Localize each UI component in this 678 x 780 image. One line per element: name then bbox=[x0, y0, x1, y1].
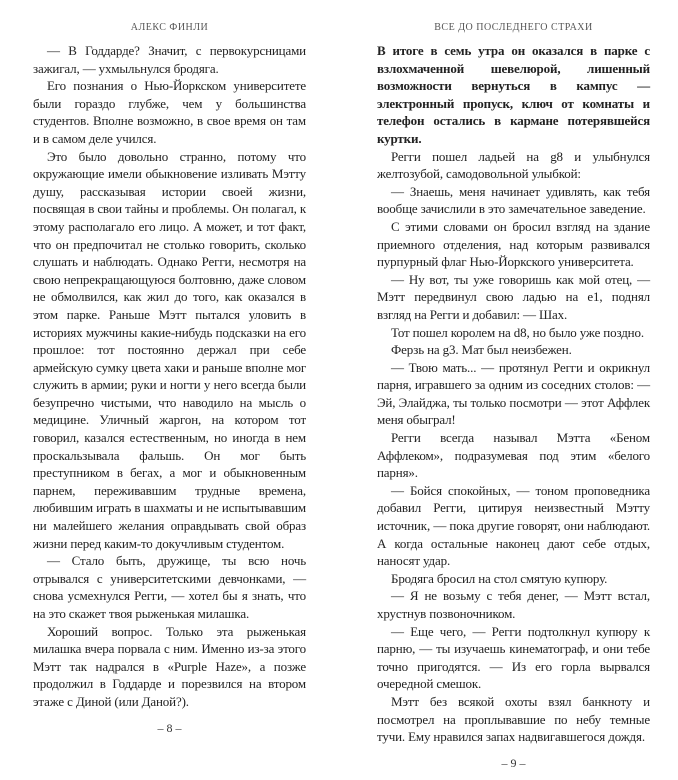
page-number: – 8 – bbox=[157, 720, 182, 735]
right-page bbox=[339, 0, 678, 780]
paragraph: — Бойся спокойных, — тоном проповедника добавил Регги, цитируя неизвестный Мэтту источник, — пока другие говорят, они наблюдают. А когда остальные наконец дают себе отдых, наносят удар. bbox=[377, 482, 650, 569]
right-page-text bbox=[377, 42, 650, 746]
lead-paragraph: В итоге в семь утра он оказался в парке с взлохмаченной шевелюрой, лишенный возможности вернуться в кампус — электронный пропуск, ключ от комнаты и телефон остались в кармане потерявшейся куртки. bbox=[377, 43, 650, 146]
paragraph: Регги пошел ладьей на g8 и улыбнулся желтозубой, самодовольной улыбкой: bbox=[377, 148, 650, 182]
paragraph: Тот пошел королем на d8, но было уже поздно. bbox=[391, 324, 644, 340]
paragraph: — Еще чего, — Регги подтолкнул купюру к парню, — ты изучаешь кинематограф, и они тебе точно пригодятся. — Из его горла вырвался очередной смешок. bbox=[377, 623, 650, 692]
running-head-author: АЛЕКС ФИНЛИ bbox=[130, 22, 209, 33]
paragraph: С этими словами он бросил взгляд на здание приемного отделения, над которым развивался пурпурный флаг Нью-Йоркского университета. bbox=[377, 218, 650, 270]
paragraph: — Ну вот, ты уже говоришь как мой отец, — Мэтт передвинул свою ладью на e1, поднял взгляд на Регги и добавил: — Шах. bbox=[377, 271, 650, 322]
paragraph: — В Годдарде? Значит, с первокурсницами зажигал, — ухмыльнулся бродяга. bbox=[33, 43, 306, 76]
paragraph: — Знаешь, меня начинает удивлять, как тебя вообще зачислили в это замечательное заведение. bbox=[377, 183, 650, 217]
running-head-title: ВСЕ ДО ПОСЛЕДНЕГО СТРАХИ bbox=[434, 22, 593, 33]
paragraph: — Я не возьму с тебя денег, — Мэтт встал, хрустнув позвоночником. bbox=[377, 588, 650, 621]
paragraph: Бродяга бросил на стол смятую купюру. bbox=[391, 570, 608, 586]
paragraph: Хороший вопрос. Только эта рыженькая милашка вчера порвала с ним. Именно из-за этого Мэтт так надрался в «Purple Haze», а позже продолжил в Годдарде и порезвился на втором этаже с Диной (или Даной?). bbox=[33, 623, 306, 709]
paragraph: Его познания о Нью-Йоркском университете были гораздо глубже, чем у большинства студентов. Вполне возможно, в свое время он там и в самом деле учился. bbox=[33, 78, 306, 146]
left-page-text bbox=[33, 42, 306, 711]
paragraph: Регги всегда называл Мэтта «Беном Аффлеком», подразумевая под этим «белого парня». bbox=[377, 430, 650, 481]
paragraph: Мэтт без всякой охоты взял банкноту и посмотрел на проплывавшие по небу темные тучи. Ему нравился запах надвигавшегося дождя. bbox=[377, 693, 650, 745]
left-page bbox=[0, 0, 339, 745]
paragraph: — Стало быть, дружище, ты всю ночь отрывался с университетскими девчонками, — снова усмехнулся Регги, — хотел бы я знать, что на это скажет твоя рыженькая милашка. bbox=[33, 553, 306, 621]
paragraph: — Твою мать... — протянул Регги и окрикнул парня, игравшего за одним из соседних столов: — Эй, Элайджа, ты только посмотри — этот Аффлек меня обыграл! bbox=[377, 359, 650, 428]
paragraph: Ферзь на g3. Мат был неизбежен. bbox=[391, 342, 572, 358]
page-number: – 9 – bbox=[501, 755, 526, 770]
paragraph: Это было довольно странно, потому что окружающие имели обыкновение изливать Мэтту душу, рассказывая истории своей жизни, посвящая в свои тайны и проблемы. Он полагал, к этому располагало его лицо. А может, и тот факт, что он предпочитал не столько говорить, сколько слушать и наблюдать. Однако Регги, несмотря на свою непрекращающуюся болтовню, даже словом не обмолвился, как жил до того, как оказался в этом парке. Раньше Мэтт пытался уловить в историях мужчины какие-нибудь подсказки на его прошлое: тот постоянно держал при себе армейскую сумку цвета хаки и раньше вполне мог служить в армии; руки и ногти у него всегда были безупречно чистыми, что наводило на мысль о медицине. Уличный жаргон, на котором тот говорил, казался естественным, но иногда в нем проскальзывала фальшь. Он мог быть преступником в бегах, а мог и обыкновенным парнем, переживавшим трудные времена, любившим играть в шахматы и не испытывавшим ни малейшего желания оправдывать свой образ жизни перед каким-то докучливым студентом. bbox=[33, 148, 306, 551]
